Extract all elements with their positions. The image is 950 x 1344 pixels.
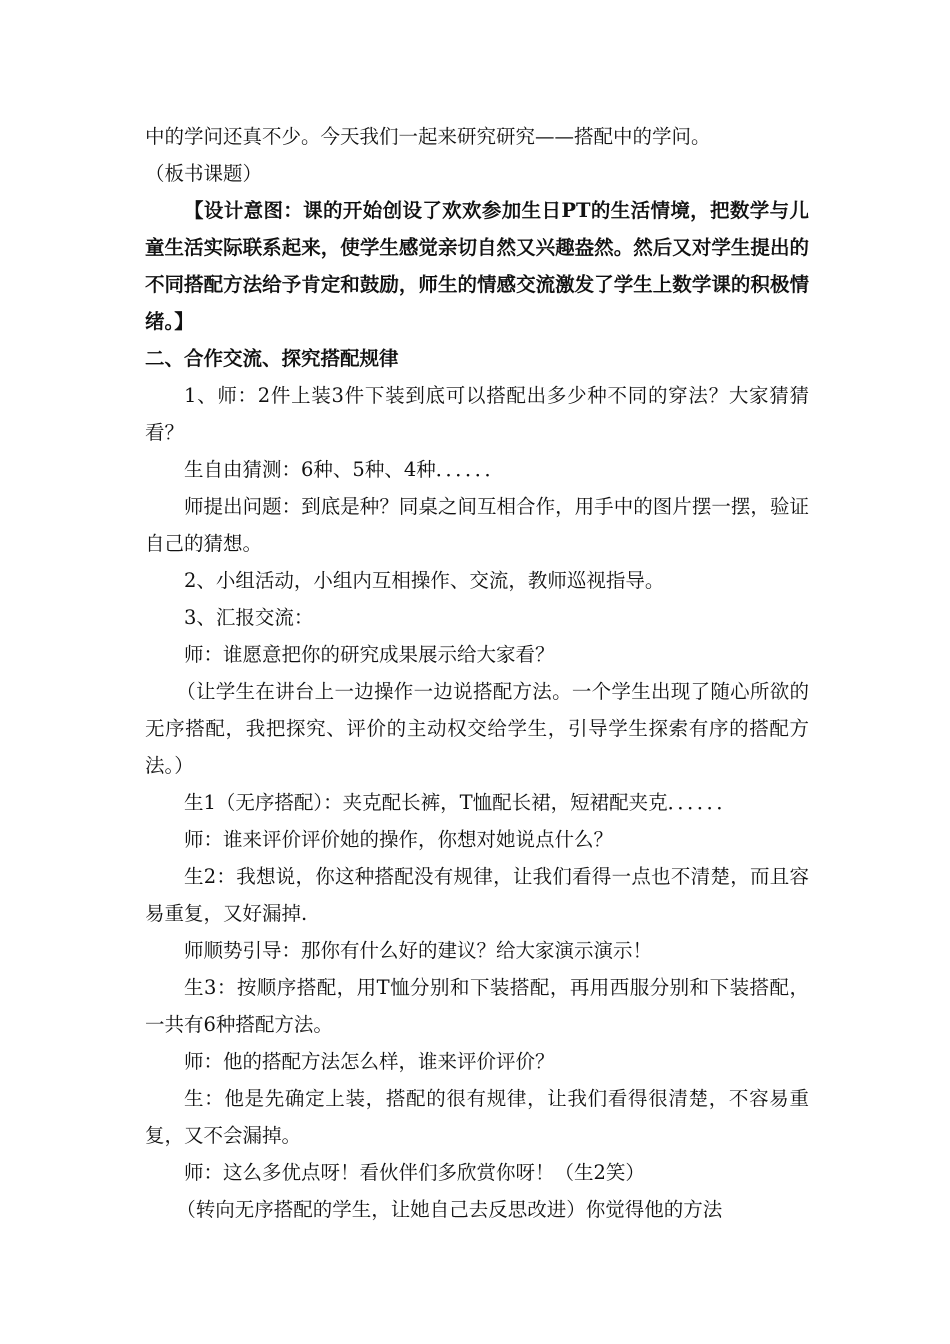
paragraph-teacher-praise: 师：这么多优点呀！看伙伴们多欣赏你呀！（生2笑） bbox=[184, 1161, 645, 1184]
document-body bbox=[145, 118, 809, 1228]
paragraph-student2: 生2：我想说，你这种搭配没有规律，让我们看得一点也不清楚，而且容易重复，又好漏掉. bbox=[145, 865, 809, 925]
paragraph-design-intent: 【设计意图：课的开始创设了欢欢参加生日PT的生活情境，把数学与儿童生活实际联系起来，使学生感觉亲切自然又兴趣盎然。然后又对学生提出的不同搭配方法给予肯定和鼓励，师生的情感交流激发了学生上数学课的积极情绪。】 bbox=[145, 199, 809, 333]
paragraph-teacher-guide: 师顺势引导：那你有什么好的建议？给大家演示演示！ bbox=[184, 939, 653, 962]
paragraph-board-title: （板书课题） bbox=[145, 162, 263, 185]
paragraph-student-guess: 生自由猜测：6种、5种、4种．．．．．． bbox=[184, 458, 504, 481]
paragraph-teacher-problem: 师提出问题：到底是种？同桌之间互相合作，用手中的图片摆一摆，验证自己的猜想。 bbox=[145, 495, 809, 555]
paragraph-student-evaluate: 生：他是先确定上装，搭配的很有规律，让我们看得很清楚，不容易重复，又不会漏掉。 bbox=[145, 1087, 809, 1147]
paragraph-student1: 生1（无序搭配）：夹克配长裤，T恤配长裙，短裙配夹克．．．．．． bbox=[184, 791, 736, 814]
paragraph-teacher-evaluate: 师：谁来评价评价她的操作，你想对她说点什么？ bbox=[184, 828, 614, 851]
paragraph-student3: 生3：按顺序搭配，用T恤分别和下装搭配，再用西服分别和下装搭配，一共有6种搭配方法。 bbox=[145, 976, 809, 1036]
paragraph-teacher-ask: 师：他的搭配方法怎么样，谁来评价评价？ bbox=[184, 1050, 555, 1073]
paragraph-teacher-question: 1、师：2件上装3件下装到底可以搭配出多少种不同的穿法？大家猜猜看？ bbox=[145, 384, 809, 444]
section-heading-cooperation: 二、合作交流、探究搭配规律 bbox=[145, 347, 399, 370]
paragraph-group-activity: 2、小组活动，小组内互相操作、交流，教师巡视指导。 bbox=[184, 569, 665, 592]
paragraph-reflect: （转向无序搭配的学生，让她自己去反思改进）你觉得他的方法 bbox=[176, 1198, 723, 1221]
paragraph-intro-end: 中的学问还真不少。今天我们一起来研究研究——搭配中的学问。 bbox=[145, 125, 711, 148]
paragraph-note-operation: （让学生在讲台上一边操作一边说搭配方法。一个学生出现了随心所欲的无序搭配，我把探究、评价的主动权交给学生，引导学生探索有序的搭配方法。） bbox=[145, 680, 809, 777]
paragraph-report: 3、汇报交流： bbox=[184, 606, 314, 629]
paragraph-teacher-invite: 师：谁愿意把你的研究成果展示给大家看？ bbox=[184, 643, 555, 666]
